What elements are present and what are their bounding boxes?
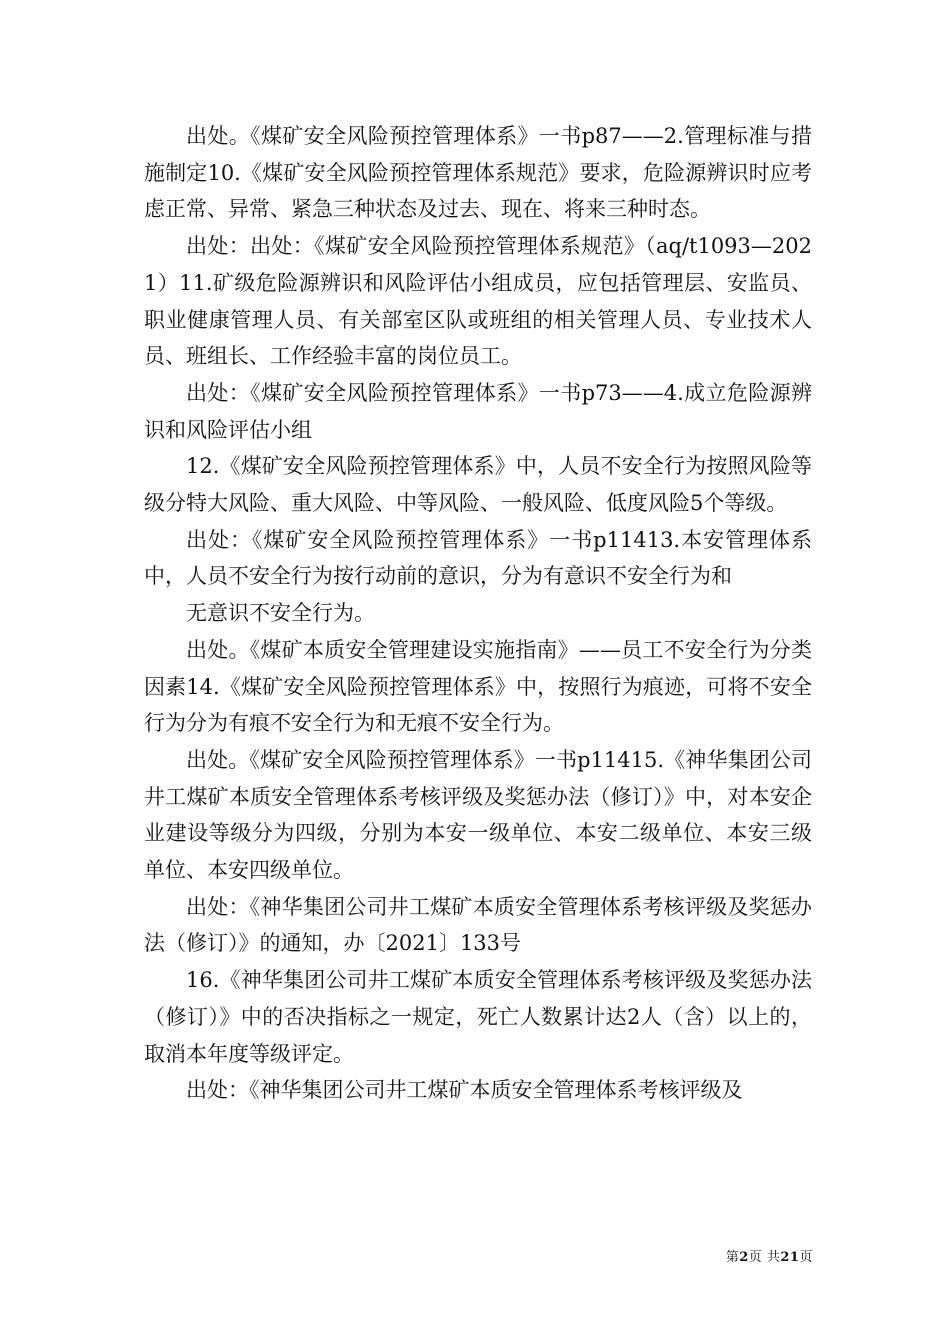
paragraph-1: 出处。《煤矿安全风险预控管理体系》一书p87——2.管理标准与措施制定10.《煤矿安全风险预控管理体系规范》要求，危险源辨识时应考虑正常、异常、紧急三种状态及过去、现在、将来三种时态。 [144, 124, 812, 222]
footer-prefix: 第 [725, 1250, 740, 1265]
paragraph-5: 出处：《煤矿安全风险预控管理体系》一书p11413.本安管理体系中，人员不安全行为按行动前的意识，分为有意识不安全行为和 [144, 527, 812, 589]
paragraph-10: 16.《神华集团公司井工煤矿本质安全管理体系考核评级及奖惩办法（修订）》中的否决指标之一规定，死亡人数累计达2人（含）以上的，取消本年度等级评定。 [144, 968, 812, 1066]
body-text [144, 118, 812, 1109]
footer-suffix: 页 [799, 1250, 813, 1265]
page-number-footer [726, 1246, 813, 1265]
footer-total-pages: 21 [780, 1250, 800, 1265]
paragraph-8: 出处。《煤矿安全风险预控管理体系》一书p11415.《神华集团公司井工煤矿本质安全管理体系考核评级及奖惩办法（修订）》中，对本安企业建设等级分为四级，分别为本安一级单位、本安二级单位、本安三级单位、本安四级单位。 [144, 747, 812, 883]
paragraph-9: 出处：《神华集团公司井工煤矿本质安全管理体系考核评级及奖惩办法（修订）》的通知，办〔2021〕133号 [144, 894, 812, 956]
footer-current-page: 2 [739, 1250, 749, 1265]
paragraph-6: 无意识不安全行为。 [186, 601, 375, 626]
paragraph-2: 出处：出处：《煤矿安全风险预控管理体系规范》（aq/t1093—2021）11.矿级危险源辨识和风险评估小组成员，应包括管理层、安监员、职业健康管理人员、有关部室区队或班组的相关管理人员、专业技术人员、班组长、工作经验丰富的岗位员工。 [144, 234, 812, 369]
paragraph-3: 出处：《煤矿安全风险预控管理体系》一书p73——4.成立危险源辨识和风险评估小组 [144, 380, 812, 442]
paragraph-7: 出处。《煤矿本质安全管理建设实施指南》——员工不安全行为分类因素14.《煤矿安全风险预控管理体系》中，按照行为痕迹，可将不安全行为分为有痕不安全行为和无痕不安全行为。 [144, 637, 812, 736]
footer-middle: 页 共 [748, 1250, 781, 1265]
paragraph-11: 出处：《神华集团公司井工煤矿本质安全管理体系考核评级及 [186, 1078, 743, 1103]
paragraph-4: 12.《煤矿安全风险预控管理体系》中，人员不安全行为按照风险等级分特大风险、重大风险、中等风险、一般风险、低度风险5个等级。 [144, 454, 812, 516]
